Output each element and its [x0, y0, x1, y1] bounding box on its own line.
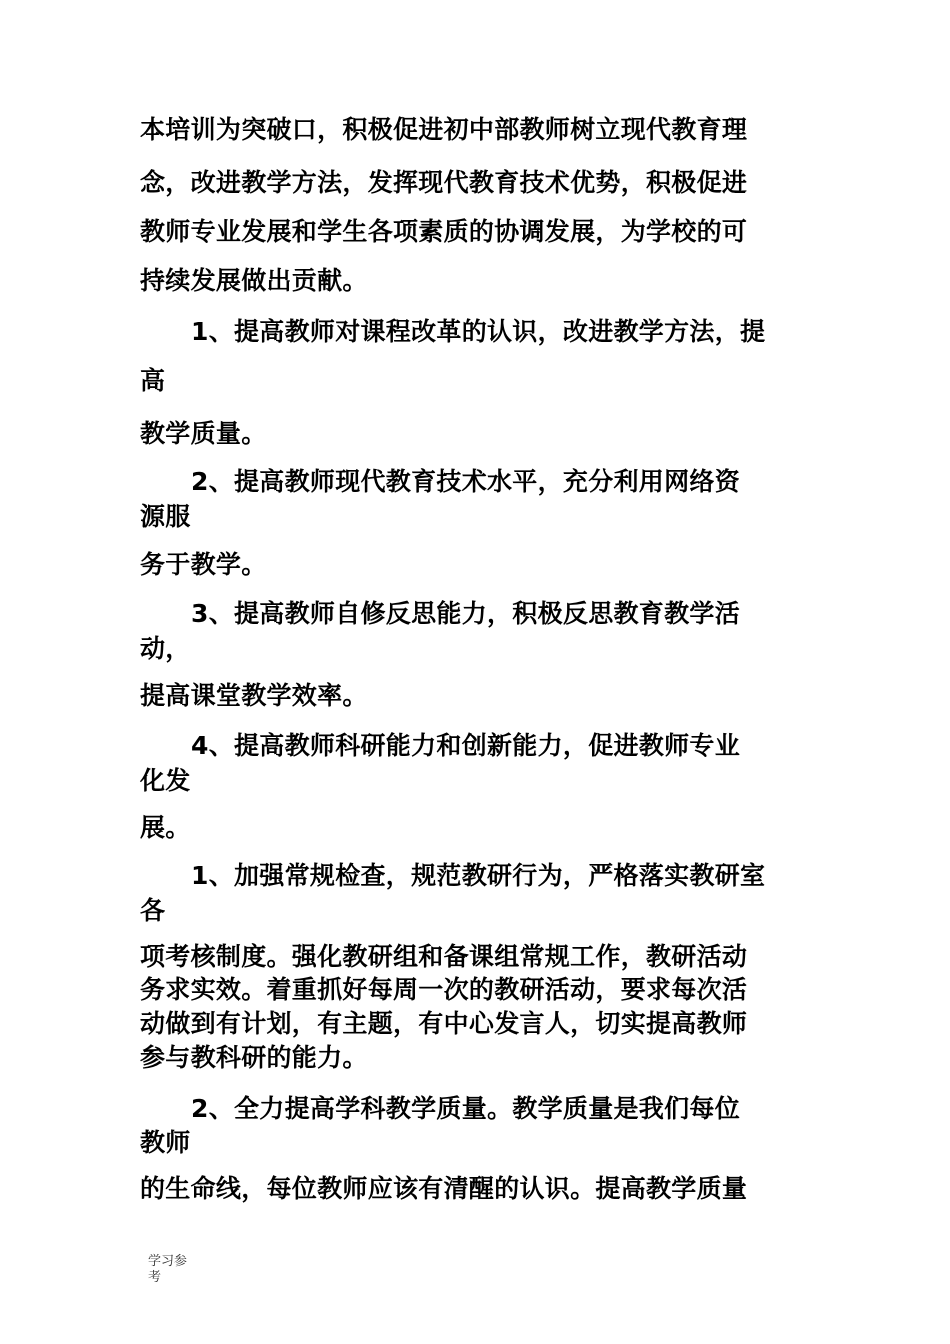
text-line: 各 [140, 896, 166, 925]
text-line: 展。 [140, 813, 191, 842]
text-line: 动做到有计划，有主题，有中心发言人，切实提高教师 [140, 1009, 748, 1038]
text-line: 本培训为突破口，积极促进初中部教师树立现代教育理 [140, 115, 748, 144]
text-line: 教师专业发展和学生各项素质的协调发展，为学校的可 [140, 217, 748, 246]
text-line: 参与教科研的能力。 [140, 1043, 368, 1072]
text-line: 源服 [140, 502, 191, 531]
list-item-line: 3、提高教师自修反思能力，积极反思教育教学活 [191, 599, 740, 628]
list-item-line: 4、提高教师科研能力和创新能力，促进教师专业 [191, 731, 740, 760]
text-line: 提高课堂教学效率。 [140, 681, 368, 710]
list-item-line: 2、提高教师现代教育技术水平，充分利用网络资 [191, 467, 740, 496]
list-item-line: 2、全力提高学科教学质量。教学质量是我们每位 [191, 1094, 740, 1123]
text-line: 持续发展做出贡献。 [140, 266, 368, 295]
list-item-line: 1、加强常规检查，规范教研行为，严格落实教研室 [191, 861, 766, 890]
text-line: 务求实效。着重抓好每周一次的教研活动，要求每次活 [140, 975, 748, 1004]
text-line: 教学质量。 [140, 419, 267, 448]
text-line: 教师 [140, 1128, 191, 1157]
text-line: 动， [140, 634, 191, 663]
list-item-line: 1、提高教师对课程改革的认识，改进教学方法，提 [191, 317, 766, 346]
footer-note: 学习参考 [148, 1254, 188, 1285]
text-line: 的生命线，每位教师应该有清醒的认识。提高教学质量 [140, 1174, 748, 1203]
text-line: 化发 [140, 766, 191, 795]
text-line: 项考核制度。强化教研组和备课组常规工作，教研活动 [140, 942, 748, 971]
text-line: 高 [140, 366, 166, 395]
text-line: 念，改进教学方法，发挥现代教育技术优势，积极促进 [140, 168, 748, 197]
text-line: 务于教学。 [140, 550, 267, 579]
